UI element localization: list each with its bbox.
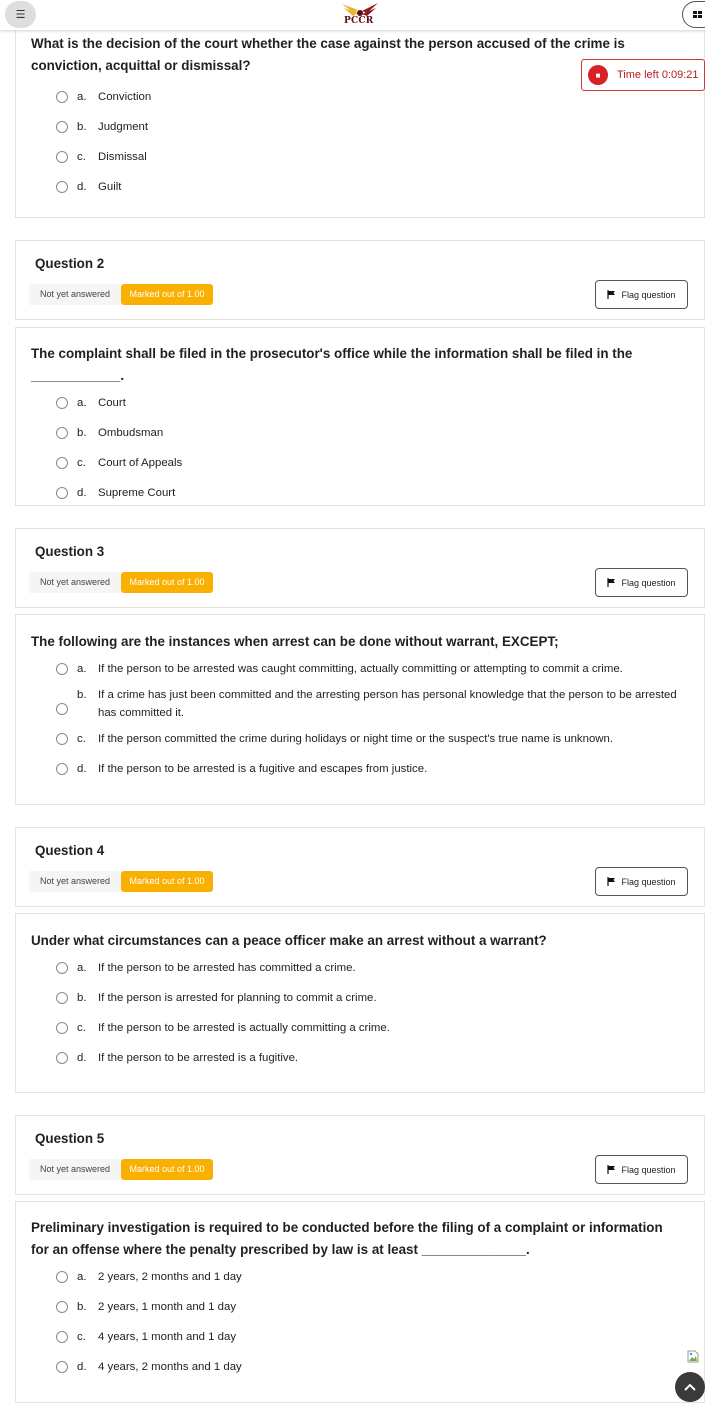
radio-button[interactable] [56,487,68,499]
radio-button[interactable] [56,1022,68,1034]
radio-button[interactable] [56,181,68,193]
answer-letter: c. [77,1022,86,1034]
question-state: Not yet answered [29,1159,121,1180]
answer-option[interactable] [56,1300,689,1330]
grade-badge: Marked out of 1.00 [121,871,213,892]
answer-letter: c. [77,151,86,163]
question-number: Question 3 [35,544,105,559]
grade-badge: Marked out of 1.00 [121,572,213,593]
answer-letter: d. [77,181,87,193]
radio-button[interactable] [56,457,68,469]
grade-badge: Marked out of 1.00 [121,1159,213,1180]
hamburger-icon: ☰ [15,9,26,21]
answer-text: Court [98,397,126,409]
radio-button[interactable] [56,1361,68,1373]
answer-option[interactable] [56,1330,689,1360]
radio-button[interactable] [56,151,68,163]
top-navbar [0,0,705,30]
answer-text: 4 years, 2 months and 1 day [98,1361,242,1373]
answer-text: 2 years, 1 month and 1 day [98,1301,237,1313]
hamburger-menu-button[interactable] [5,1,36,28]
radio-button[interactable] [56,763,68,775]
answer-option[interactable] [56,686,689,732]
question5-info [15,1115,705,1195]
answer-option[interactable] [56,120,689,150]
question3-formulation [15,614,705,805]
block-drawer-button[interactable] [682,1,705,28]
answer-letter: d. [77,487,87,499]
question3-info [15,528,705,608]
answer-letter: b. [77,121,87,133]
radio-button[interactable] [56,1301,68,1313]
question-text: Preliminary investigation is required to be conducted before the filing of a complaint or information for an offense where the penalty prescribed by law is at least ______________. [31,1220,663,1257]
answer-letter: a. [77,1271,87,1283]
flag-icon [607,290,616,299]
answer-letter: a. [77,962,87,974]
radio-button[interactable] [56,397,68,409]
flag-icon [607,1165,616,1174]
answer-letter: b. [77,992,87,1004]
answer-letter: c. [77,1331,86,1343]
radio-button[interactable] [56,1052,68,1064]
flag-icon [607,578,616,587]
answer-letter: b. [77,427,87,439]
radio-button[interactable] [56,121,68,133]
answer-letter: b. [77,689,87,701]
answer-text: Guilt [98,181,122,193]
answer-text: Conviction [98,91,152,103]
question4-formulation [15,913,705,1093]
answer-letter: c. [77,457,86,469]
answer-text: If the person to be arrested has committed a crime. [98,962,356,974]
answer-option[interactable] [56,486,689,516]
grade-badge: Marked out of 1.00 [121,284,213,305]
radio-button[interactable] [56,427,68,439]
answer-text: If the person to be arrested is actually committing a crime. [98,1022,390,1034]
question-state: Not yet answered [29,871,121,892]
answer-letter: a. [77,91,87,103]
hourglass-icon: ■ [588,65,608,85]
question2-info [15,240,705,320]
answer-text: If the person is arrested for planning to commit a crime. [98,992,377,1004]
radio-button[interactable] [56,962,68,974]
answer-option[interactable] [56,90,689,120]
answer-text: If the person committed the crime during holidays or night time or the suspect's true name is unknown. [98,733,614,745]
answer-option[interactable] [56,1360,689,1390]
answer-text: 2 years, 2 months and 1 day [98,1271,242,1283]
question-number: Question 2 [35,256,105,271]
answer-option[interactable] [56,456,689,486]
radio-button[interactable] [56,733,68,745]
answer-list [56,396,689,516]
answer-text: If the person to be arrested was caught committing, actually committing or attempting to commit a crime. [98,663,623,675]
answer-text: If a crime has just been committed and the arresting person has personal knowledge that the person to be arrested has committed it. [98,689,677,719]
answer-option[interactable] [56,762,689,792]
radio-button[interactable] [56,703,68,715]
answer-text: Judgment [98,121,149,133]
answer-text: Dismissal [98,151,147,163]
radio-button[interactable] [56,663,68,675]
radio-button[interactable] [56,91,68,103]
answer-text: If the person to be arrested is a fugitive. [98,1052,299,1064]
answer-option[interactable] [56,1270,689,1300]
answer-list [56,961,689,1081]
answer-letter: b. [77,1301,87,1313]
question-text: The complaint shall be filed in the prosecutor's office while the information shall be filed in the ____________. [31,346,633,383]
flag-icon [607,877,616,886]
answer-letter: d. [77,1361,87,1373]
answer-option[interactable] [56,150,689,180]
answer-text: 4 years, 1 month and 1 day [98,1331,237,1343]
answer-list [56,1270,689,1390]
question-number: Question 5 [35,1131,105,1146]
question4-info [15,827,705,907]
question-state: Not yet answered [29,284,121,305]
answer-list [56,90,689,210]
answer-option[interactable] [56,396,689,426]
answer-list [56,662,689,792]
timer-label: Time left 0:09:21 [617,69,699,81]
chevron-up-icon [684,1383,696,1391]
question-state: Not yet answered [29,572,121,593]
answer-text: Court of Appeals [98,457,183,469]
question-text: What is the decision of the court whether the case against the person accused of the crime is conviction, acquittal or dismissal? [31,36,625,73]
flag-question-button[interactable] [595,1155,688,1184]
logo-text: PCCR [344,16,374,26]
answer-text: Ombudsman [98,427,164,439]
flag-label: Flag question [621,289,676,300]
answer-letter: a. [77,397,87,409]
flag-question-button[interactable] [595,280,688,309]
answer-option[interactable] [56,732,689,762]
answer-option[interactable] [56,1021,689,1051]
answer-option[interactable] [56,961,689,991]
answer-letter: d. [77,1052,87,1064]
answer-letter: c. [77,733,86,745]
question2-formulation [15,327,705,506]
quiz-timer [581,59,705,91]
radio-button[interactable] [56,1331,68,1343]
answer-option[interactable] [56,180,689,210]
radio-button[interactable] [56,992,68,1004]
flag-label: Flag question [621,577,676,588]
answer-option[interactable] [56,426,689,456]
question5-formulation [15,1201,705,1403]
back-to-top-button[interactable] [675,1372,705,1402]
flag-label: Flag question [621,876,676,887]
flag-label: Flag question [621,1164,676,1175]
site-logo[interactable] [340,1,380,29]
question-text: The following are the instances when arrest can be done without warrant, EXCEPT; [31,634,559,649]
answer-option[interactable] [56,991,689,1021]
answer-text: Supreme Court [98,487,176,499]
flag-question-button[interactable] [595,568,688,597]
question-number: Question 4 [35,843,105,858]
answer-option[interactable] [56,662,689,686]
answer-text: If the person to be arrested is a fugitive and escapes from justice. [98,763,428,775]
broken-image-icon [687,1350,699,1363]
flag-question-button[interactable] [595,867,688,896]
radio-button[interactable] [56,1271,68,1283]
answer-option[interactable] [56,1051,689,1081]
answer-letter: a. [77,663,87,675]
grid-icon [693,11,702,18]
answer-letter: d. [77,763,87,775]
question-text: Under what circumstances can a peace officer make an arrest without a warrant? [31,933,547,948]
